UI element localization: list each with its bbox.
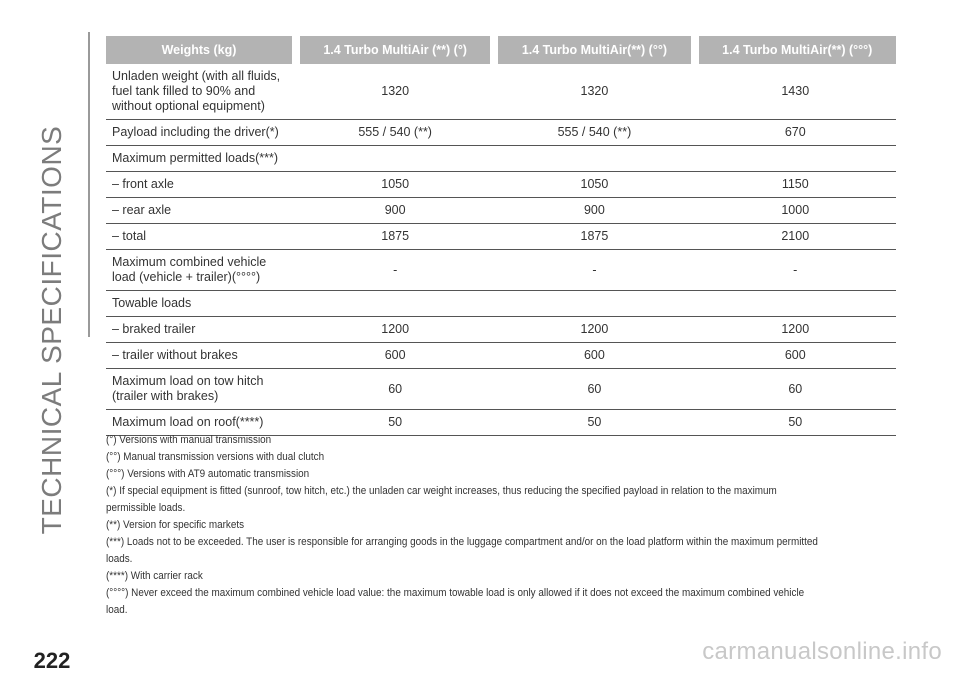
row-label: Maximum permitted loads(***) <box>106 146 296 172</box>
row-value: 1320 <box>296 64 494 120</box>
footnote: (*) If special equipment is fitted (sunroof, tow hitch, etc.) the unladen car weight increases, thus reducing the specified payload in relation to the maximum permissible loads. <box>106 485 777 514</box>
row-label: Maximum load on tow hitch (trailer with brakes) <box>106 369 296 410</box>
table-row <box>106 317 896 343</box>
row-value: 900 <box>296 198 494 224</box>
row-value: - <box>296 250 494 291</box>
row-label: Maximum combined vehicle load (vehicle + trailer)(°°°°) <box>106 250 296 291</box>
row-value: 555 / 540 (**) <box>494 120 694 146</box>
header-version-1: 1.4 Turbo MultiAir (**) (°) <box>296 36 494 64</box>
row-value: 1050 <box>296 172 494 198</box>
row-value: 50 <box>494 410 694 436</box>
footnote: (****) With carrier rack <box>106 570 203 582</box>
row-value <box>296 146 494 172</box>
table-row <box>106 64 896 120</box>
row-value: 1200 <box>695 317 896 343</box>
page-number: 222 <box>33 648 71 673</box>
row-value: 2100 <box>695 224 896 250</box>
table-row <box>106 172 896 198</box>
row-value: 900 <box>494 198 694 224</box>
row-label: – trailer without brakes <box>106 343 296 369</box>
row-label: – total <box>106 224 296 250</box>
row-value: 60 <box>494 369 694 410</box>
table-row <box>106 224 896 250</box>
row-value: 1200 <box>296 317 494 343</box>
table-row <box>106 120 896 146</box>
table-row <box>106 291 896 317</box>
row-label: Payload including the driver(*) <box>106 120 296 146</box>
row-value <box>494 146 694 172</box>
watermark: carmanualsonline.info <box>702 638 942 665</box>
row-label: – front axle <box>106 172 296 198</box>
table-row <box>106 369 896 410</box>
row-value: 1875 <box>494 224 694 250</box>
table-header-row <box>106 36 896 64</box>
table-row <box>106 198 896 224</box>
row-label: Maximum load on roof(****) <box>106 410 296 436</box>
row-value: - <box>494 250 694 291</box>
table-row <box>106 250 896 291</box>
row-value: 1000 <box>695 198 896 224</box>
row-value: 600 <box>296 343 494 369</box>
header-weights: Weights (kg) <box>106 36 296 64</box>
header-version-3: 1.4 Turbo MultiAir(**) (°°°) <box>695 36 896 64</box>
row-value <box>695 146 896 172</box>
footnote: (°°°) Versions with AT9 automatic transmission <box>106 468 310 480</box>
row-value <box>695 291 896 317</box>
row-value <box>296 291 494 317</box>
row-label: – rear axle <box>106 198 296 224</box>
row-value: 1150 <box>695 172 896 198</box>
row-value: 50 <box>695 410 896 436</box>
footnotes <box>106 432 826 619</box>
row-value: 555 / 540 (**) <box>296 120 494 146</box>
row-label: – braked trailer <box>106 317 296 343</box>
row-label: Towable loads <box>106 291 296 317</box>
row-value: 670 <box>695 120 896 146</box>
row-value: 60 <box>695 369 896 410</box>
row-value: 60 <box>296 369 494 410</box>
row-value: 1200 <box>494 317 694 343</box>
footnote: (°) Versions with manual transmission <box>106 434 272 446</box>
row-value: 1875 <box>296 224 494 250</box>
row-value <box>494 291 694 317</box>
weights-table <box>106 36 896 436</box>
footnote: (°°) Manual transmission versions with dual clutch <box>106 451 325 463</box>
table-row <box>106 343 896 369</box>
footnote: (°°°°) Never exceed the maximum combined vehicle load value: the maximum towable load is only allowed if it does not exceed the maximum combined vehicle load. <box>106 587 805 616</box>
row-value: 1050 <box>494 172 694 198</box>
row-value: 1320 <box>494 64 694 120</box>
table-row <box>106 146 896 172</box>
row-value: 50 <box>296 410 494 436</box>
row-value: 600 <box>695 343 896 369</box>
footnote: (**) Version for specific markets <box>106 519 245 531</box>
row-label: Unladen weight (with all fluids, fuel tank filled to 90% and without optional equipment) <box>106 64 296 120</box>
section-divider <box>88 32 90 337</box>
header-version-2: 1.4 Turbo MultiAir(**) (°°) <box>494 36 694 64</box>
row-value: 1430 <box>695 64 896 120</box>
footnote: (***) Loads not to be exceeded. The user is responsible for arranging goods in the luggage compartment and/or on the load platform within the maximum permitted loads. <box>106 536 818 565</box>
row-value: - <box>695 250 896 291</box>
row-value: 600 <box>494 343 694 369</box>
section-title: TECHNICAL SPECIFICATIONS <box>36 125 67 535</box>
